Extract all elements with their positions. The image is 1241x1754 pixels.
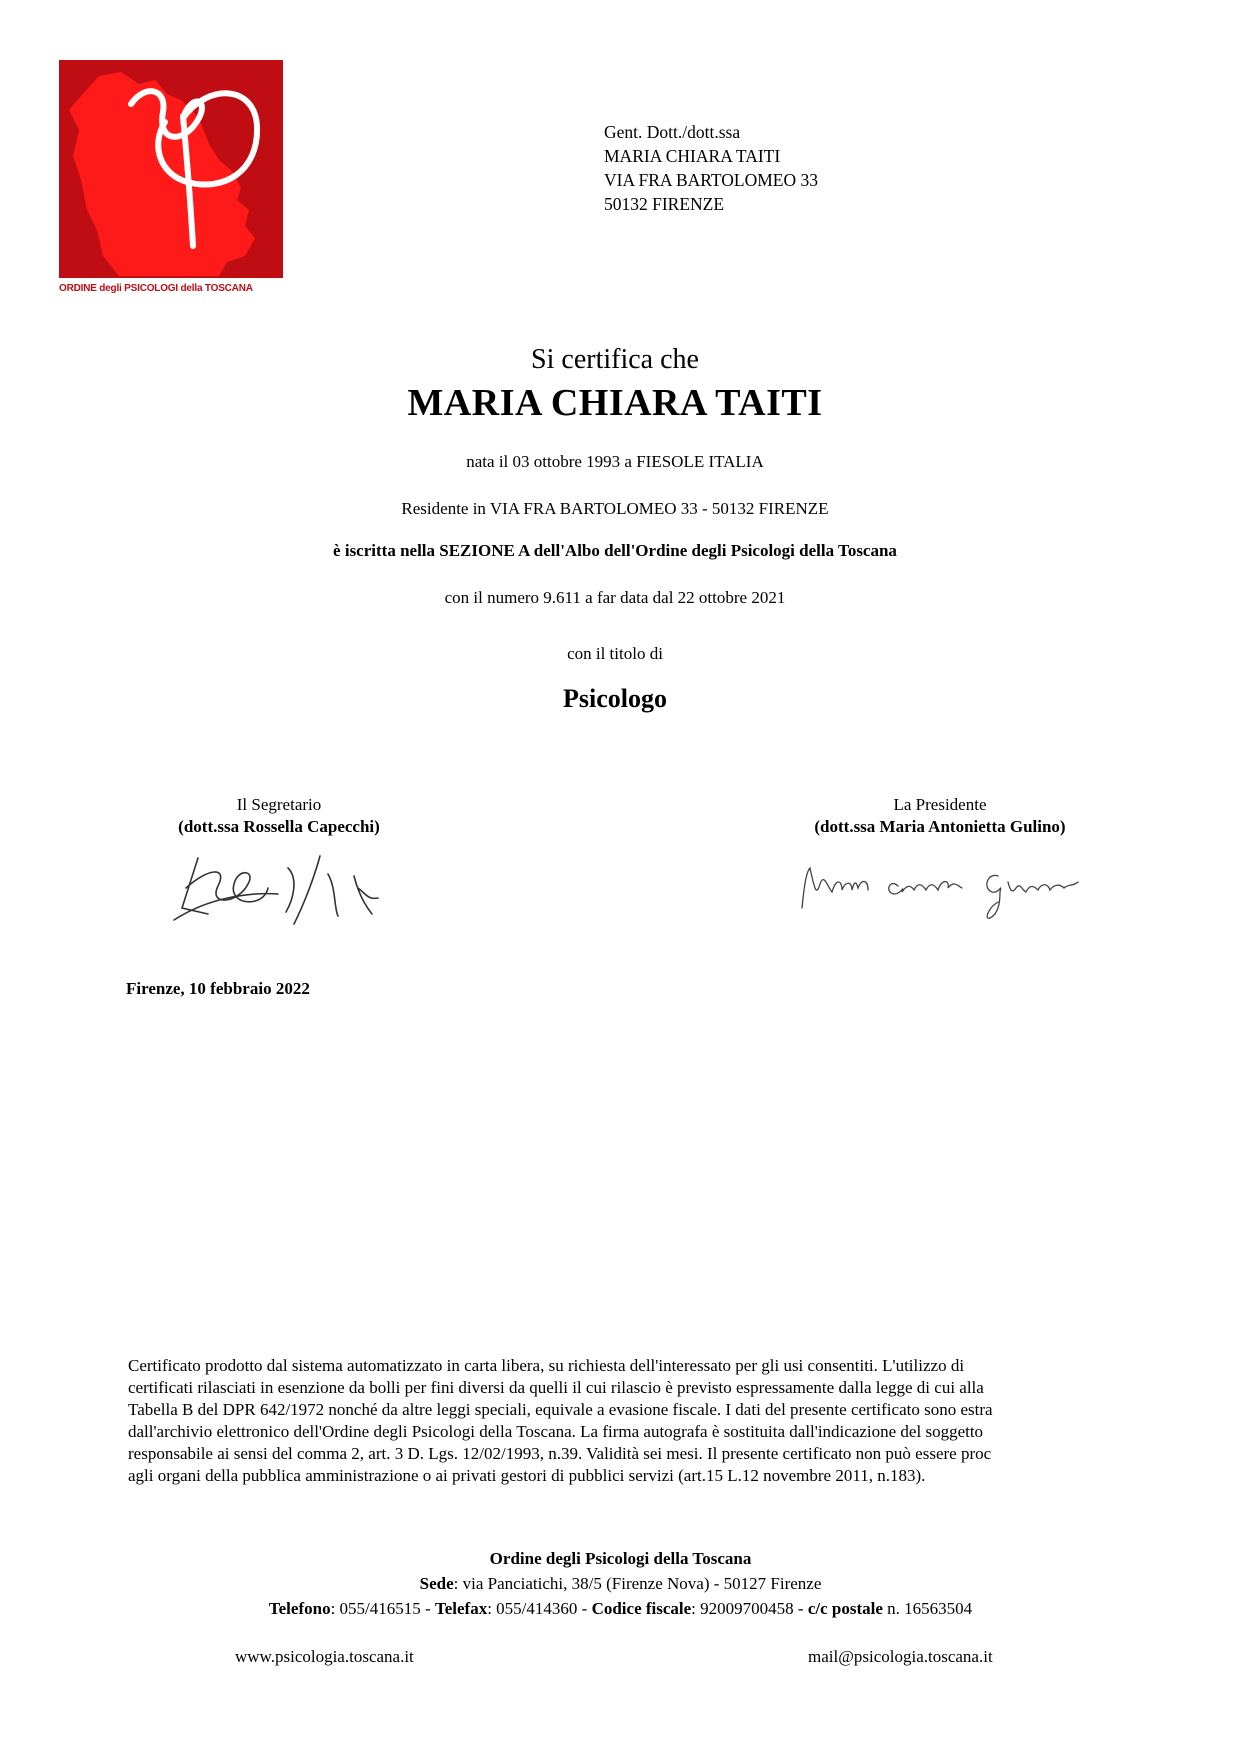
- disclaimer: [128, 1355, 1118, 1487]
- footer-org: Ordine degli Psicologi della Toscana: [489, 1549, 752, 1568]
- cf-value: : 92009700458 -: [691, 1599, 808, 1618]
- recipient-name: MARIA CHIARA TAITI: [604, 146, 781, 166]
- professional-title: Psicologo: [563, 684, 667, 713]
- footer-sede: [0, 1574, 1241, 1594]
- secretary-role: Il Segretario: [236, 795, 322, 814]
- president-role: La Presidente: [893, 795, 987, 814]
- disclaimer-line: agli organi della pubblica amministrazione o ai privati gestori di pubblici servizi (art.15 L.12 novembre 2011, n.183).: [128, 1466, 926, 1485]
- recipient-address: [604, 120, 818, 216]
- registration-line: è iscritta nella SEZIONE A dell'Albo dell'Ordine degli Psicologi della Toscana: [333, 541, 897, 560]
- fax-label: Telefax: [434, 1599, 488, 1618]
- logo: [59, 60, 283, 278]
- president-block: [790, 794, 1090, 838]
- certificate-name: MARIA CHIARA TAITI: [407, 382, 823, 424]
- birth-line: nata il 03 ottobre 1993 a FIESOLE ITALIA: [466, 452, 764, 471]
- email-link[interactable]: mail@psicologia.toscana.it: [808, 1647, 993, 1666]
- footer-contacts: [0, 1599, 1241, 1619]
- residence-line: Residente in VIA FRA BARTOLOMEO 33 - 50132 FIRENZE: [401, 499, 829, 518]
- disclaimer-line: responsabile ai sensi del comma 2, art. 3 D. Lgs. 12/02/1993, n.39. Validità sei mesi. Il presente certificato non può essere proc: [128, 1444, 992, 1463]
- disclaimer-line: dall'archivio elettronico dell'Ordine degli Psicologi della Toscana. La firma autografa è sostituita dall'indicazione del soggetto: [128, 1422, 984, 1441]
- recipient-city: 50132 FIRENZE: [604, 194, 725, 214]
- issue-date: Firenze, 10 febbraio 2022: [126, 979, 310, 998]
- cc-value: n. 16563504: [882, 1599, 973, 1618]
- signature-president-icon: [798, 858, 1084, 922]
- president-name: (dott.ssa Maria Antonietta Gulino): [814, 817, 1066, 836]
- secretary-block: [148, 794, 410, 838]
- sede-label: Sede: [419, 1574, 454, 1593]
- disclaimer-line: certificati rilasciati in esenzione da bolli per fini diversi da quelli il cui rilascio è previsto espressamente dalla legge di cui alla: [128, 1378, 984, 1397]
- cc-label: c/c postale: [807, 1599, 883, 1618]
- title-intro: con il titolo di: [567, 644, 663, 663]
- disclaimer-line: Tabella B del DPR 642/1972 nonché da altre leggi speciali, equivale a evasione fiscale. I dati del presente certificato sono estra: [128, 1400, 993, 1419]
- secretary-name: (dott.ssa Rossella Capecchi): [178, 817, 380, 836]
- sede-value: : via Panciatichi, 38/5 (Firenze Nova) - 50127 Firenze: [453, 1574, 822, 1593]
- tel-label: Telefono: [268, 1599, 331, 1618]
- number-line: con il numero 9.611 a far data dal 22 ottobre 2021: [444, 588, 786, 607]
- psi-tuscany-logo-icon: [59, 60, 283, 278]
- fax-value: : 055/414360 -: [487, 1599, 592, 1618]
- tel-value: : 055/416515 -: [330, 1599, 435, 1618]
- signature-secretary-icon: [168, 848, 398, 930]
- cf-label: Codice fiscale: [591, 1599, 692, 1618]
- recipient-salutation: Gent. Dott./dott.ssa: [604, 122, 741, 142]
- disclaimer-line: Certificato prodotto dal sistema automatizzato in carta libera, su richiesta dell'interessato per gli usi consentiti. L'utilizzo di: [128, 1356, 965, 1375]
- recipient-street: VIA FRA BARTOLOMEO 33: [604, 170, 818, 190]
- certificate-intro: Si certifica che: [531, 344, 699, 375]
- logo-caption: ORDINE degli PSICOLOGI della TOSCANA: [59, 283, 253, 294]
- website-link[interactable]: www.psicologia.toscana.it: [235, 1647, 414, 1666]
